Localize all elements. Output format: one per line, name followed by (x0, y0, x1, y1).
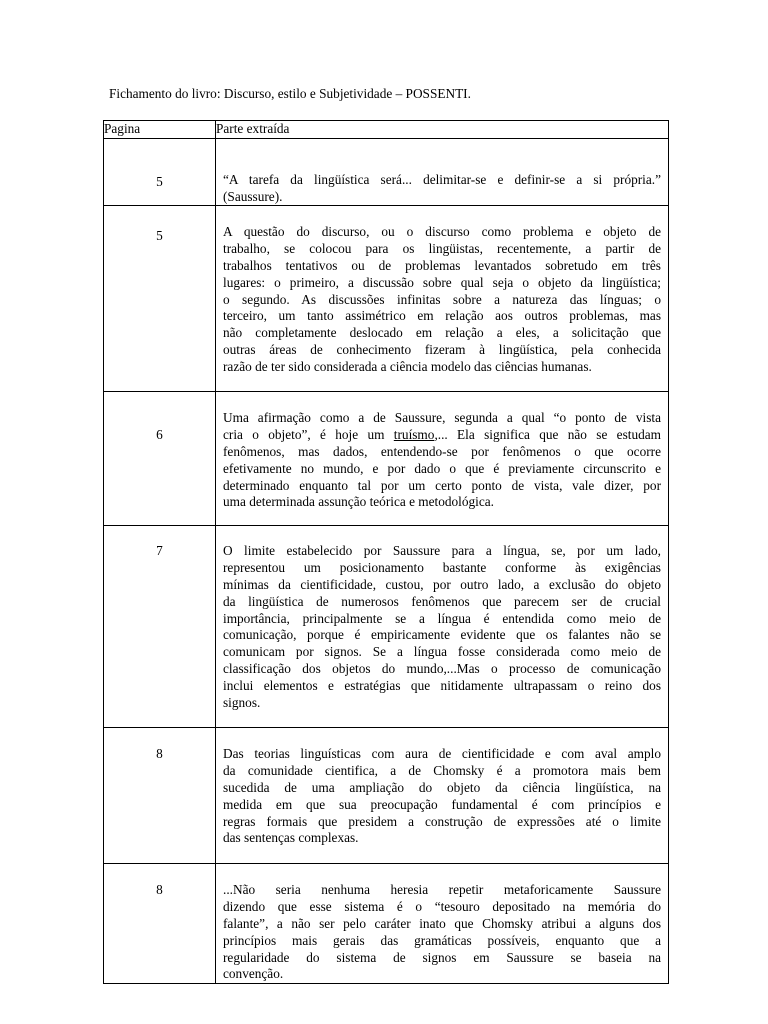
excerpt-line: A questão do discurso, ou o discurso como problema e objeto de (223, 224, 661, 240)
table-row (104, 138, 669, 206)
excerpt-line: não completamente deslocado em relação a eles, a solicitação que (223, 325, 661, 341)
table-row (104, 206, 669, 392)
table-row (104, 526, 669, 728)
excerpt-cell (216, 864, 669, 984)
excerpt-line: trabalho, se colocou para os lingüistas, recentemente, a partir de (223, 241, 661, 257)
excerpt-cell (216, 728, 669, 864)
excerpt-line: sucedida de uma ampliação do objeto da ciência lingüística, na (223, 779, 661, 795)
excerpt-line: razão de ter sido considerada a ciência modelo das ciências humanas. (223, 358, 592, 374)
excerpt-line: O limite estabelecido por Saussure para a língua, se, por um lado, (223, 543, 661, 559)
excerpt-cell (216, 138, 669, 206)
excerpt-line: representou um posicionamento bastante conforme às exigências (223, 560, 661, 576)
excerpt-text (223, 543, 661, 711)
page-number-cell (104, 206, 216, 392)
excerpt-line: comunicação, porque é empiricamente evidente que os falantes não se (223, 627, 661, 643)
excerpt-line: fenômenos, mas dados, entendendo-se por fenômenos o que ocorre (223, 443, 661, 459)
header-excerpt: Parte extraída (216, 121, 669, 139)
excerpt-line: importância, principalmente se a língua é entendida como meio de (223, 610, 661, 626)
table-row (104, 864, 669, 984)
page-number: 8 (156, 882, 163, 898)
underlined-term: truísmo (393, 427, 435, 443)
page-number-cell (104, 864, 216, 984)
excerpt-line: regras formais que presidem a construção de expressões até o limite (223, 813, 661, 829)
excerpt-text (223, 410, 661, 511)
excerpt-line: o segundo. As discussões infinitas sobre a natureza das línguas; o (223, 291, 661, 307)
excerpt-line: princípios mais gerais das gramáticas possíveis, enquanto que a (223, 932, 661, 948)
excerpt-text (223, 172, 661, 206)
excerpt-line: Das teorias linguísticas com aura de cientificidade e com aval amplo (223, 746, 661, 762)
excerpt-line: efetivamente no mundo, e por dado o que é previamente circunscrito e (223, 460, 661, 476)
excerpt-line: ...Não seria nenhuma heresia repetir metaforicamente Saussure (223, 882, 661, 898)
excerpt-line: cria o objeto”, é hoje um truísmo,... Ela significa que não se estudam (223, 427, 661, 443)
excerpt-line: mínimas da cientificidade, custou, por outro lado, a exclusão do objeto (223, 576, 661, 592)
excerpt-text (223, 224, 661, 375)
excerpt-text (223, 882, 661, 983)
excerpt-cell (216, 392, 669, 526)
excerpt-line: da comunidade cientifica, a de Chomsky é a promotora mais bem (223, 763, 661, 779)
excerpt-line: uma determinada assunção teórica e metodológica. (223, 494, 494, 510)
excerpt-line: inclui elementos e estratégias que nitidamente ultrapassam o reino dos (223, 677, 661, 693)
excerpt-line: Uma afirmação como a de Saussure, segunda a qual “o ponto de vista (223, 410, 661, 426)
page-number: 6 (156, 427, 163, 443)
excerpt-line: regularidade do sistema de signos em Saussure se baseia na (223, 949, 661, 965)
excerpt-line: signos. (223, 694, 261, 710)
excerpt-line: das sentenças complexas. (223, 830, 359, 846)
page-number-cell (104, 392, 216, 526)
document-title: Fichamento do livro: Discurso, estilo e Subjetividade – POSSENTI. (109, 86, 471, 101)
page-number: 8 (156, 746, 163, 762)
excerpt-line: outras áreas de conhecimento fizeram à lingüística, pela conhecida (223, 341, 661, 357)
excerpt-line: falante”, a não ser pelo caráter inato que Chomsky atribui a alguns dos (223, 915, 661, 931)
excerpt-line: da lingüística de numerosos fenômenos que parecem ser de crucial (223, 593, 661, 609)
excerpt-line: medida em que sua preocupação fundamental é com princípios e (223, 796, 661, 812)
page-number-cell (104, 526, 216, 728)
header-page: Pagina (104, 121, 216, 139)
excerpt-cell (216, 526, 669, 728)
excerpt-text (223, 746, 661, 847)
excerpt-line: classificação dos objetos do mundo,...Mas o processo de comunicação (223, 660, 661, 676)
table-header-row (104, 121, 669, 139)
table-row (104, 392, 669, 526)
excerpts-table (103, 120, 669, 984)
excerpt-line: “A tarefa da lingüística será... delimitar-se e definir-se a si própria.” (223, 171, 661, 187)
excerpt-cell (216, 206, 669, 392)
excerpt-line: trabalhos tentativos ou de problemas levantados sobretudo em três (223, 257, 661, 273)
table-row (104, 728, 669, 864)
excerpt-line: dizendo que esse sistema é o “tesouro depositado na memória do (223, 899, 661, 915)
excerpt-line: lugares: o primeiro, a discussão sobre qual seja o objeto da lingüística; (223, 274, 661, 290)
excerpt-line: determinado enquanto tal por um certo ponto de vista, vale dizer, por (223, 477, 661, 493)
page-number: 5 (156, 173, 163, 189)
excerpt-line: terceiro, um tanto assimétrico em relação aos outros problemas, mas (223, 308, 661, 324)
excerpt-line: convenção. (223, 966, 284, 982)
page-number: 5 (156, 228, 163, 244)
page-number-cell (104, 138, 216, 206)
page-number-cell (104, 728, 216, 864)
excerpt-line: (Saussure). (223, 188, 283, 204)
excerpt-line: comunicam por signos. Se a língua fosse considerada como meio de (223, 644, 661, 660)
page-number: 7 (156, 543, 163, 559)
